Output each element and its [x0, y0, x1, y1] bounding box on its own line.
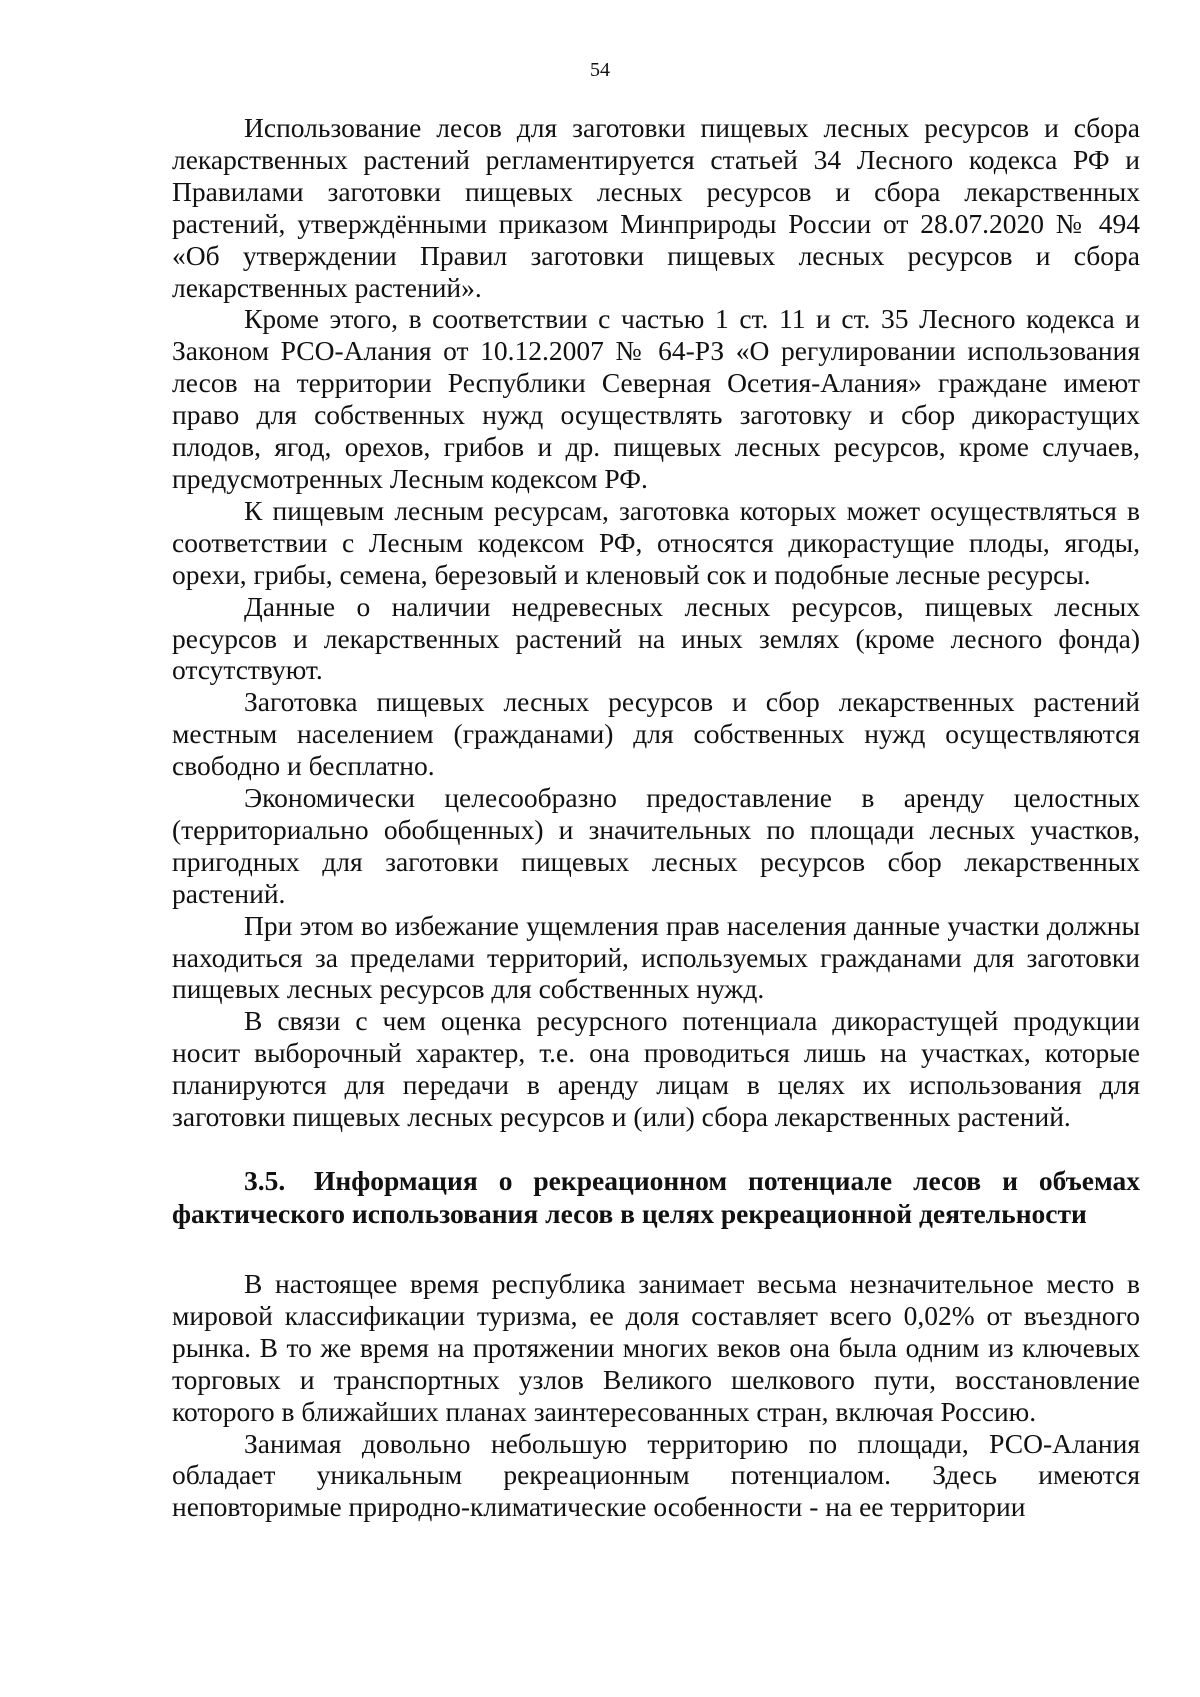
page-number: 54 — [590, 59, 610, 81]
paragraph-free-harvesting: Заготовка пищевых лесных ресурсов и сбор лекарственных растений местным населением (гражданами) для собственных нужд осуществляются свободно и бесплатно. — [172, 686, 1140, 782]
paragraph-population-rights: При этом во избежание ущемления прав населения данные участки должны находиться за пределами территорий, используемых гражданами для заготовки пищевых лесных ресурсов для собственных нужд. — [172, 909, 1140, 1005]
paragraph-selective-assessment: В связи с чем оценка ресурсного потенциала дикорастущей продукции носит выборочный характер, т.е. она проводиться лишь на участках, которые планируются для передачи в аренду лицам в целях их использования для заготовки пищевых лесных ресурсов и (или) сбора лекарственных растений. — [172, 1005, 1140, 1133]
paragraph-lease-expediency: Экономически целесообразно предоставление в аренду целостных (территориально обобщенных) и значительных по площади лесных участков, пригодных для заготовки пищевых лесных ресурсов сбор лекарственных растений. — [172, 782, 1140, 909]
paragraph-citizens-rights: Кроме этого, в соответствии с частью 1 ст. 11 и ст. 35 Лесного кодекса и Законом РСО-Алания от 10.12.2007 № 64-РЗ «О регулировании использования лесов на территории Республики Северная Осетия-Алания» граждане имеют право для собственных нужд осуществлять заготовку и сбор дикорастущих плодов, ягод, орехов, грибов и др. пищевых лесных ресурсов, кроме случаев, предусмотренных Лесным кодексом РФ. — [172, 303, 1140, 494]
paragraph-tourism-share: В настоящее время республика занимает весьма незначительное место в мировой классификации туризма, ее доля составляет всего 0,02% от въездного рынка. В то же время на протяжении многих веков она была одним из ключевых торговых и транспортных узлов Великого шелкового пути, восстановление которого в ближайших планах заинтересованных стран, включая Россию. — [172, 1268, 1140, 1427]
section-title: Информация о рекреационном потенциале лесов и объемах фактического использования лесов в целях рекреационной деятельности — [172, 1165, 1140, 1229]
paragraph-food-resources-list: К пищевым лесным ресурсам, заготовка которых может осуществляться в соответствии с Лесным кодексом РФ, относятся дикорастущие плоды, ягоды, орехи, грибы, семена, березовый и кленовый сок и подобные лесные ресурсы. — [172, 494, 1140, 590]
page-body — [172, 112, 1140, 1523]
section-number: 3.5. — [244, 1165, 286, 1196]
paragraph-other-lands-data: Данные о наличии недревесных лесных ресурсов, пищевых лесных ресурсов и лекарственных растений на иных землях (кроме лесного фонда) отсутствуют. — [172, 590, 1140, 686]
paragraph-recreational-potential: Занимая довольно небольшую территорию по площади, РСО-Алания обладает уникальным рекреационным потенциалом. Здесь имеются неповторимые природно-климатические особенности - на ее территории — [172, 1427, 1140, 1523]
section-heading — [172, 1164, 1140, 1230]
paragraph-food-resources-regulation: Использование лесов для заготовки пищевых лесных ресурсов и сбора лекарственных растений регламентируется статьей 34 Лесного кодекса РФ и Правилами заготовки пищевых лесных ресурсов и сбора лекарственных растений, утверждёнными приказом Минприроды России от 28.07.2020 № 494 «Об утверждении Правил заготовки пищевых лесных ресурсов и сбора лекарственных растений». — [172, 112, 1140, 303]
